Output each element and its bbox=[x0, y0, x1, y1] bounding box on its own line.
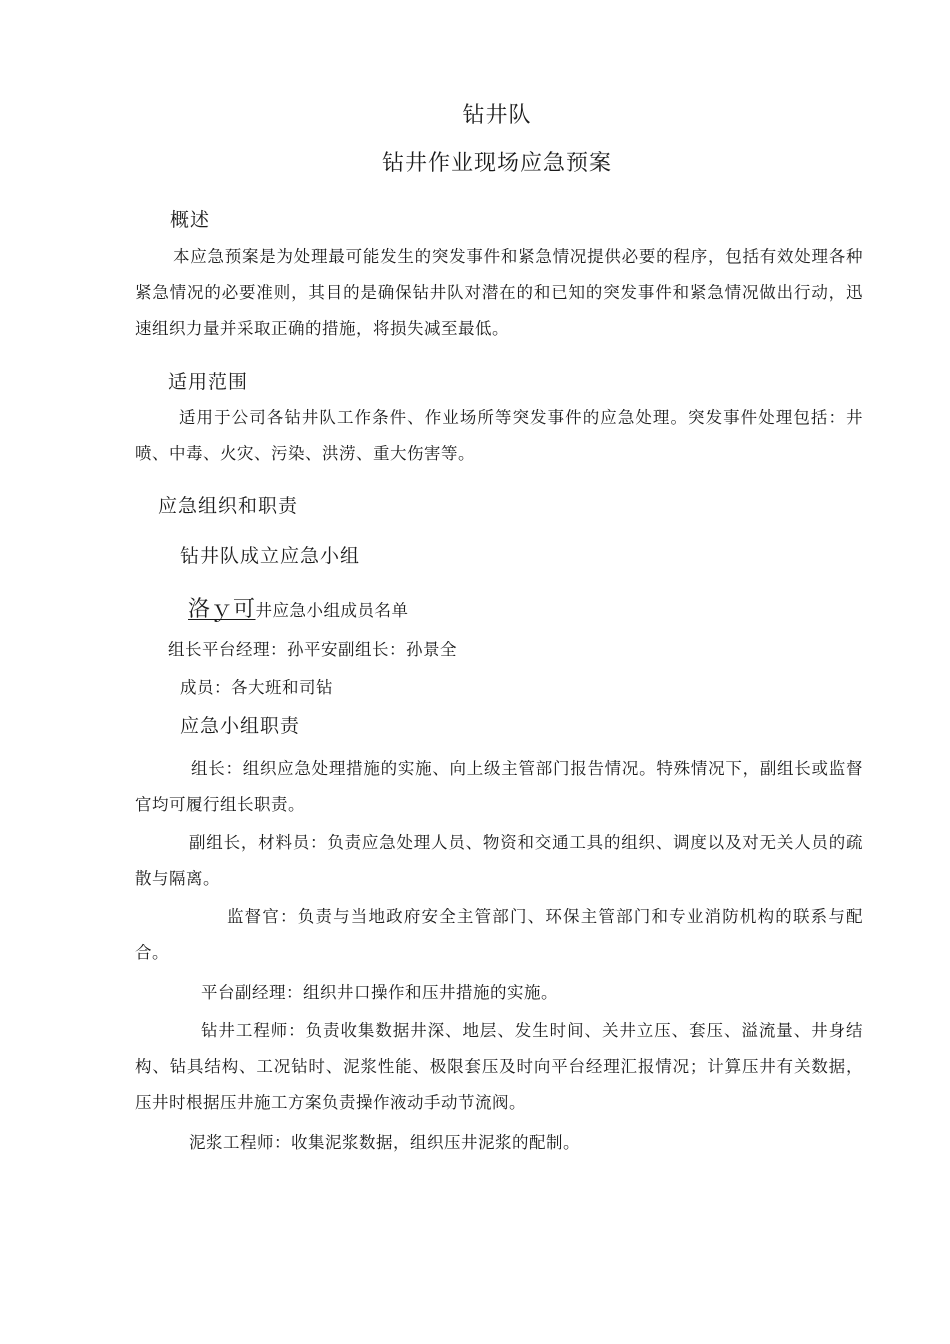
duties-heading: 应急小组职责 bbox=[180, 715, 301, 737]
overview-heading: 概述 bbox=[170, 209, 211, 231]
scope-body: 适用于公司各钻井队工作条件、作业场所等突发事件的应急处理。突发事件处理包括：井喷、中毒、火灾、污染、洪涝、重大伤害等。 bbox=[135, 408, 863, 463]
roster-title-text: 井应急小组成员名单 bbox=[255, 601, 409, 620]
roster-title bbox=[188, 592, 409, 623]
scope-heading: 适用范围 bbox=[168, 371, 249, 393]
roster-title-garbled: 洛ｙ可 bbox=[188, 597, 256, 622]
duty-item: 组长：组织应急处理措施的实施、向上级主管部门报告情况。特殊情况下，副组长或监督官均可履行组长职责。 bbox=[135, 759, 863, 814]
duty-item: 平台副经理：组织井口操作和压井措施的实施。 bbox=[201, 983, 558, 1002]
document-title-line1: 钻井队 bbox=[462, 103, 532, 128]
leaders-line: 组长平台经理：孙平安副组长：孙景全 bbox=[168, 640, 457, 659]
members-line: 成员：各大班和司钻 bbox=[180, 678, 333, 697]
overview-body: 本应急预案是为处理最可能发生的突发事件和紧急情况提供必要的程序，包括有效处理各种紧急情况的必要准则，其目的是确保钻井队对潜在的和已知的突发事件和紧急情况做出行动，迅速组织力量并采取正确的措施，将损失减至最低。 bbox=[135, 247, 863, 338]
document-title: 钻井作业现场应急预案 bbox=[381, 151, 612, 176]
duty-item: 钻井工程师：负责收集数据井深、地层、发生时间、关井立压、套压、溢流量、井身结构、钻具结构、工况钻时、泥浆性能、极限套压及时向平台经理汇报情况；计算压井有关数据，压井时根据压井施工方案负责操作液动手动节流阀。 bbox=[135, 1021, 863, 1112]
duty-item: 监督官：负责与当地政府安全主管部门、环保主管部门和专业消防机构的联系与配合。 bbox=[135, 907, 863, 962]
organization-subheading: 钻井队成立应急小组 bbox=[180, 545, 361, 567]
organization-heading: 应急组织和职责 bbox=[158, 495, 299, 517]
duty-item: 泥浆工程师：收集泥浆数据，组织压井泥浆的配制。 bbox=[189, 1133, 580, 1152]
duty-item: 副组长，材料员：负责应急处理人员、物资和交通工具的组织、调度以及对无关人员的疏散与隔离。 bbox=[135, 833, 863, 888]
